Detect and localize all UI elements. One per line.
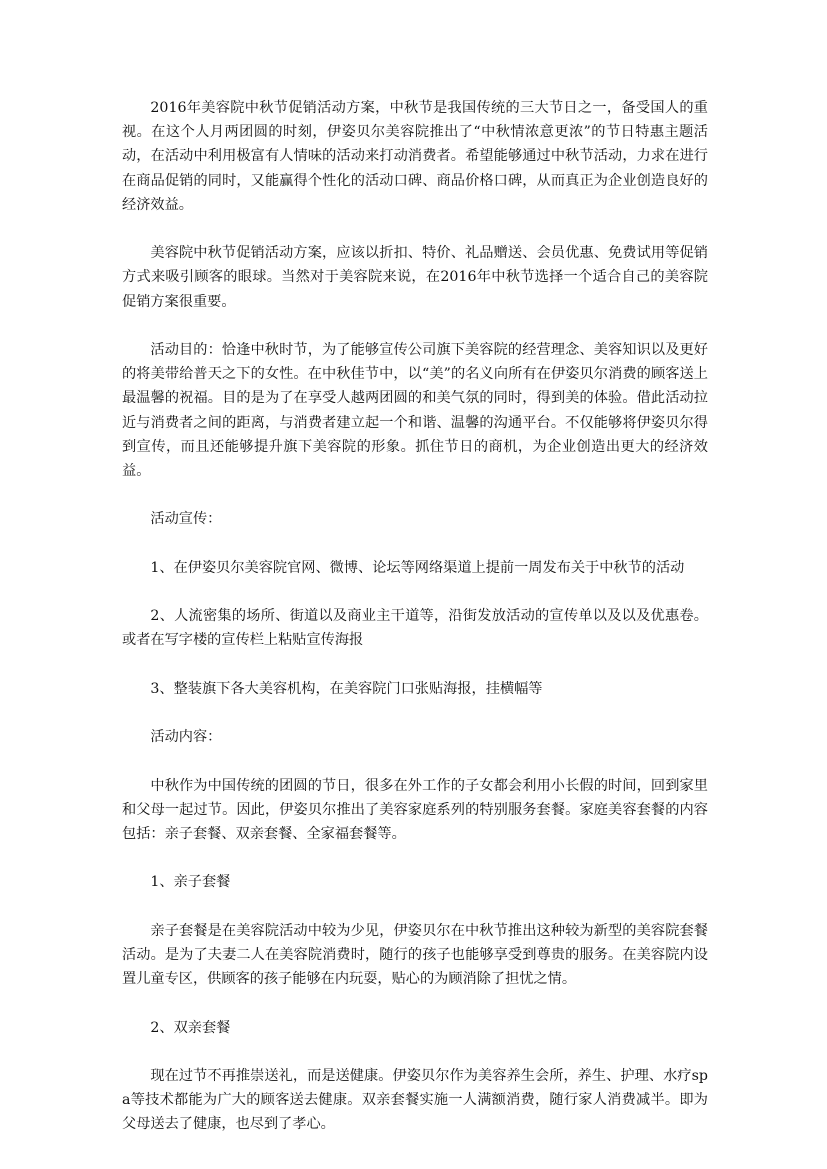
paragraph-parents-package: 现在过节不再推崇送礼，而是送健康。伊姿贝尔作为美容养生会所，养生、护理、水疗spa等技术都能为广大的顾客送去健康。双亲套餐实施一人满额消费，随行家人消费减半。即为父母送去了健康，也尽到了孝心。 [122,1067,708,1133]
list-item-promotion-1: 1、在伊姿贝尔美容院官网、微博、论坛等网络渠道上提前一周发布关于中秋节的活动 [150,559,685,576]
list-item-promotion-2: 2、人流密集的场所、街道以及商业主干道等，沿街发放活动的宣传单以及以及优惠卷。或者在写字楼的宣传栏上粘贴宣传海报 [122,608,708,649]
paragraph-parent-child-package: 亲子套餐是在美容院活动中较为少见，伊姿贝尔在中秋节推出这种较为新型的美容院套餐活动。是为了夫妻二人在美容院消费时，随行的孩子也能够享受到尊贵的服务。在美容院内设置儿童专区，供顾客的孩子能够在内玩耍，贴心的为顾消除了担忧之情。 [122,922,708,988]
list-item-promotion-3: 3、整装旗下各大美容机构，在美容院门口张贴海报，挂横幅等 [150,680,543,697]
paragraph-family-packages: 中秋作为中国传统的团圆的节日，很多在外工作的子女都会利用小长假的时间，回到家里和父母一起过节。因此，伊姿贝尔推出了美容家庭系列的特别服务套餐。家庭美容套餐的内容包括：亲子套餐、双亲套餐、全家福套餐等。 [122,777,708,842]
heading-activity-content: 活动内容： [150,729,222,746]
paragraph-intro: 2016年美容院中秋节促销活动方案，中秋节是我国传统的三大节日之一，备受国人的重视。在这个人月两团圆的时刻，伊姿贝尔美容院推出了“中秋情浓意更浓”的节日特惠主题活动，在活动中利用极富有人情味的活动来打动消费者。希望能够通过中秋节活动，力求在进行在商品促销的同时，又能赢得个性化的活动口碑、商品价格口碑，从而真正为企业创造良好的经济效益。 [122,100,708,213]
document-body [122,96,708,1161]
heading-parents-package: 2、双亲套餐 [150,1019,231,1036]
paragraph-promotion-methods: 美容院中秋节促销活动方案，应该以折扣、特价、礼品赠送、会员优惠、免费试用等促销方式来吸引顾客的眼球。当然对于美容院来说，在2016年中秋节选择一个适合自己的美容院促销方案很重要。 [122,245,708,310]
heading-parent-child-package: 1、亲子套餐 [150,874,231,891]
paragraph-activity-purpose: 活动目的：恰逢中秋时节，为了能够宣传公司旗下美容院的经营理念、美容知识以及更好的将美带给普天之下的女性。在中秋佳节中，以“美”的名义向所有在伊姿贝尔消费的顾客送上最温馨的祝福。目的是为了在享受人越两团圆的和美气氛的同时，得到美的体验。借此活动拉近与消费者之间的距离，与消费者建立起一个和谐、温馨的沟通平台。不仅能够将伊姿贝尔得到宣传，而且还能够提升旗下美容院的形象。抓住节日的商机，为企业创造出更大的经济效益。 [122,342,708,480]
heading-activity-promotion: 活动宣传： [150,511,222,528]
